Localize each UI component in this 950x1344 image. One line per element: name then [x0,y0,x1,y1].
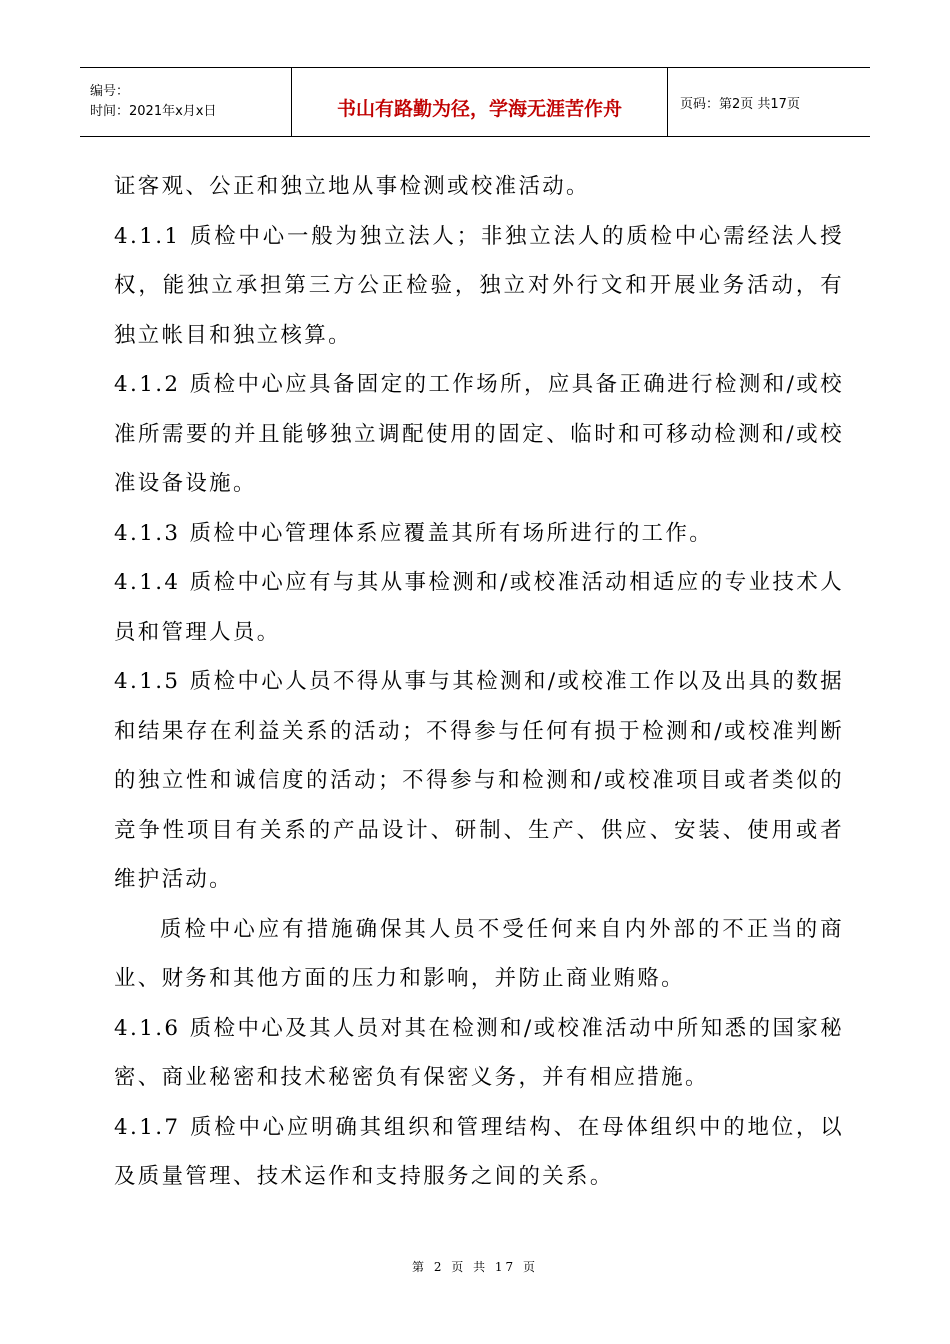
page-footer: 第 2 页 共 17 页 [412,1260,538,1274]
document-number-label: 编号： [90,84,130,99]
paragraph-4-1-2: 4.1.2 质检中心应具备固定的工作场所，应具备正确进行检测和/或校准所需要的并且能够独立调配使用的固定、临时和可移动检测和/或校准设备设施。 [114,372,844,496]
paragraph-4-1-5-supplement: 质检中心应有措施确保其人员不受任何来自内外部的不正当的商业、财务和其他方面的压力和影响，并防止商业贿赂。 [114,916,844,991]
paragraph-4-1-5: 4.1.5 质检中心人员不得从事与其检测和/或校准工作以及出具的数据和结果存在利益关系的活动；不得参与任何有损于检测和/或校准判断的独立性和诚信度的活动；不得参与和检测和/或校准项目或者类似的竞争性项目有关系的产品设计、研制、生产、供应、安装、使用或者维护活动。 [114,669,844,892]
paragraph-4-1-1: 4.1.1 质检中心一般为独立法人；非独立法人的质检中心需经法人授权，能独立承担第三方公正检验，独立对外行文和开展业务活动，有独立帐目和独立核算。 [114,223,844,348]
document-header [80,67,870,137]
document-body [114,162,844,1202]
header-page-info: 页码：第2页 共17页 [668,68,871,137]
paragraph-4-1-4: 4.1.4 质检中心应有与其从事检测和/或校准活动相适应的专业技术人员和管理人员。 [114,570,844,645]
header-motto: 书山有路勤为径，学海无涯苦作舟 [292,68,668,137]
paragraph-4-1-7: 4.1.7 质检中心应明确其组织和管理结构、在母体组织中的地位，以及质量管理、技术运作和支持服务之间的关系。 [114,1114,844,1189]
paragraph-4-1-3: 4.1.3 质检中心管理体系应覆盖其所有场所进行的工作。 [114,520,714,546]
document-time-label: 时间：2021年x月x日 [90,104,217,119]
paragraph-continuation: 证客观、公正和独立地从事检测或校准活动。 [114,174,590,199]
header-meta-cell [80,68,292,137]
paragraph-4-1-6: 4.1.6 质检中心及其人员对其在检测和/或校准活动中所知悉的国家秘密、商业秘密和技术秘密负有保密义务，并有相应措施。 [114,1015,844,1090]
